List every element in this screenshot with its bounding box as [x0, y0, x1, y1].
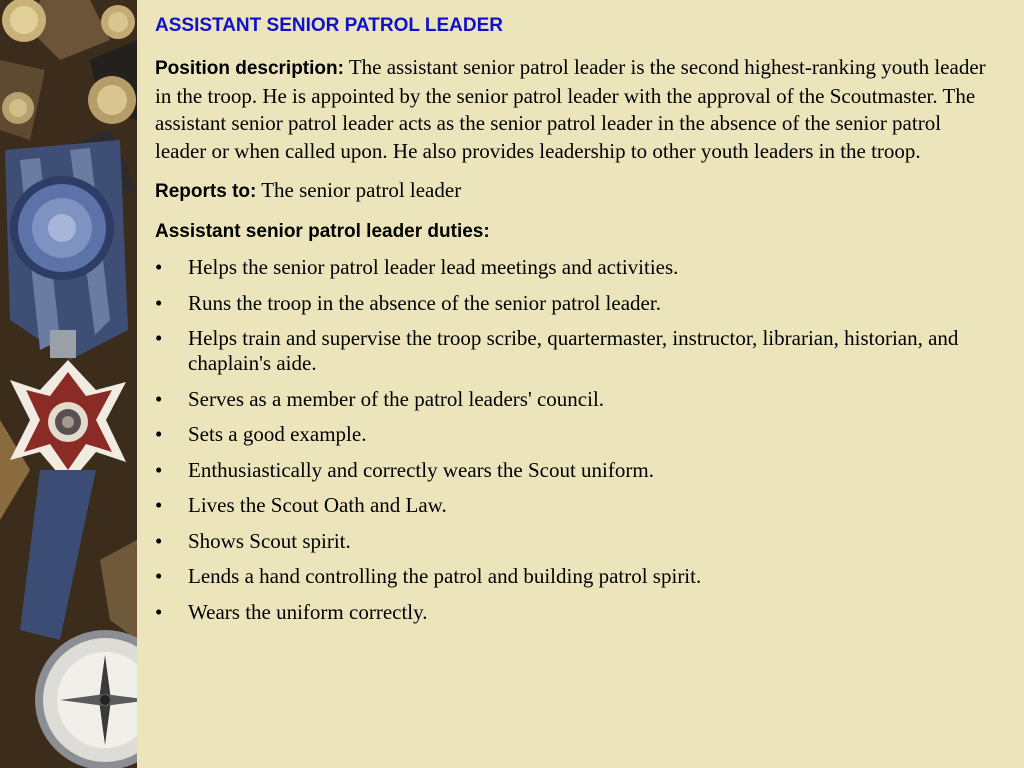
duty-item [155, 600, 995, 625]
slide-content [155, 14, 995, 635]
duties-list [155, 255, 995, 625]
duty-item [155, 422, 995, 447]
duty-item [155, 458, 995, 483]
duty-item [155, 529, 995, 554]
duty-item [155, 291, 995, 316]
bullet-icon: • [155, 326, 163, 350]
duty-item [155, 326, 995, 376]
reports-to-label: Reports to: [155, 181, 257, 202]
duty-item [155, 387, 995, 412]
decorative-image-stripe [0, 0, 137, 768]
duty-text: Helps the senior patrol leader lead meetings and activities. [188, 255, 679, 279]
bullet-icon: • [155, 422, 163, 446]
reports-to [155, 177, 995, 206]
bullet-icon: • [155, 457, 163, 482]
duty-text: Wears the uniform correctly. [188, 599, 428, 624]
duty-item [155, 564, 995, 589]
duty-text: Lives the Scout Oath and Law. [188, 493, 447, 517]
duty-text: Runs the troop in the absence of the senior patrol leader. [188, 290, 661, 315]
bullet-icon: • [155, 493, 163, 517]
duty-text: Serves as a member of the patrol leaders' council. [188, 386, 605, 411]
duty-item [155, 493, 995, 518]
duties-heading: Assistant senior patrol leader duties: [155, 220, 490, 242]
blue-ribbon-medal-icon [5, 140, 128, 360]
duty-item [155, 255, 995, 280]
bullet-icon: • [155, 386, 163, 411]
position-description-label: Position description: [155, 58, 344, 79]
position-description-text: The assistant senior patrol leader is the second highest-ranking youth leader in the troop. He is appointed by the senior patrol leader with the approval of the Scoutmaster. The assistant senior patrol leader acts as the senior patrol leader in the absence of the senior patrol leader or when called upon. He also provides leadership to other youth leaders in the troop. [155, 55, 986, 163]
bullet-icon: • [155, 290, 163, 315]
position-description [155, 54, 995, 165]
duty-text: Lends a hand controlling the patrol and building patrol spirit. [188, 564, 702, 588]
bullet-icon: • [155, 599, 163, 624]
reports-to-text: The senior patrol leader [261, 178, 462, 202]
decorative-collage [0, 0, 137, 768]
duty-text: Shows Scout spirit. [188, 528, 351, 553]
duty-text: Enthusiastically and correctly wears the Scout uniform. [188, 457, 654, 482]
page-title: ASSISTANT SENIOR PATROL LEADER [155, 15, 504, 36]
bullet-icon: • [155, 255, 163, 279]
duty-text: Helps train and supervise the troop scribe, quartermaster, instructor, librarian, historian, and chaplain's aide. [188, 326, 959, 375]
bullet-icon: • [155, 564, 163, 588]
bullet-icon: • [155, 528, 163, 553]
duty-text: Sets a good example. [188, 422, 367, 446]
